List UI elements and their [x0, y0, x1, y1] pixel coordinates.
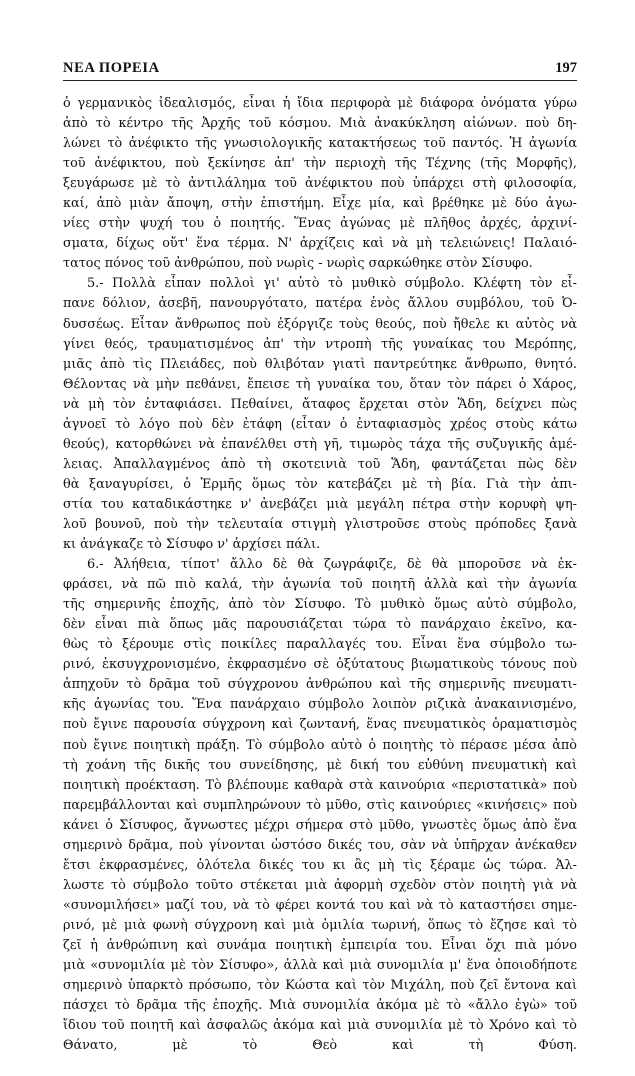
text-line: «συνομιλήσει» μαζί του, νὰ τὸ φέρει κοντά του καὶ νὰ τὸ καταστήσει σημε-: [63, 897, 577, 913]
text-line: ποὺ ἔγινε παρουσία σύγχρονη καὶ ζωντανή, ἕνας πνευματικὸς ὁραματισμὸς: [63, 717, 577, 733]
text-line: λώνει τὸ ἀνέφικτο τῆς γνωσιολογικῆς κατακτήσεως τοῦ παντός. Ἡ ἀγωνία: [63, 136, 577, 152]
text-line: ἀγνοεῖ τὸ λόγο ποὺ δὲν ἐτάφη (εἶταν ὁ ἐνταφιασμὸς χρέος στοὺς κάτω: [63, 416, 577, 432]
text-line: θεούς), κατορθώνει νὰ ἐπανέλθει στὴ γῆ, τιμωρὸς τάχα τῆς συζυγικῆς ἀμέ-: [63, 436, 577, 452]
text-line: τὴ χοάνη τῆς δικῆς του συνείδησης, μὲ δική του εὐθύνη πνευματικὴ καὶ: [63, 757, 577, 773]
text-line: [63, 1056, 577, 1076]
text-line: στία του καταδικάστηκε ν' ἀνεβάζει μιὰ μεγάλη πέτρα στὴν κορυφὴ ψη-: [63, 496, 577, 512]
text-line: νίες στὴν ψυχή του ὁ ποιητής. Ἕνας ἀγώνας μὲ πλῆθος ἀρχές, ἀρχινί-: [63, 216, 577, 232]
text-line: ἴδιου τοῦ ποιητῆ καὶ ἀσφαλῶς ἀκόμα καὶ μιὰ συνομιλία μὲ τὸ Χρόνο καὶ τὸ: [63, 1018, 577, 1034]
body-text: [63, 94, 577, 1076]
text-line: τατος πόνος τοῦ ἀνθρώπου, ποὺ νωρὶς - νωρὶς σαρκώθηκε στὸν Σίσυφο.: [63, 256, 533, 272]
text-line: δὲν εἶναι πιὰ ὅπως μᾶς παρουσιάζεται τώρα τὸ πανάρχαιο ἐκεῖνο, κα-: [63, 617, 577, 633]
text-line: τοῦ ἀνέφικτου, ποὺ ξεκίνησε ἀπ' τὴν περιοχὴ τῆς Τέχνης (τῆς Μορφῆς),: [63, 156, 577, 172]
text-line: Θέλοντας νὰ μὴν πεθάνει, ἔπεισε τὴ γυναίκα του, ὅταν τὸν πάρει ὁ Χάρος,: [63, 376, 577, 392]
text-line: δυσσέως. Εἶταν ἄνθρωπος ποὺ ἐξόργιζε τοὺς θεούς, ποὺ ἤθελε κι αὐτὸς νὰ: [63, 316, 577, 332]
text-line: σημερινὸ ὑπαρκτὸ πρόσωπο, τὸν Κώστα καὶ τὸν Μιχάλη, ποὺ ζεῖ ἔντονα καὶ: [63, 978, 577, 994]
text-line: σημερινὸ δρᾶμα, ποὺ γίνονται ὡστόσο δικές του, σὰν νὰ ὑπῆρχαν ἀνέκαθεν: [63, 837, 577, 853]
text-line: μιᾶς ἀπὸ τὶς Πλειάδες, ποὺ θλιβόταν γιατὶ παντρεύτηκε ἄνθρωπο, θνητό.: [63, 356, 577, 372]
text-line: τῆς σημερινῆς ἐποχῆς, ἀπὸ τὸν Σίσυφο. Τὸ μυθικὸ ὅμως αὐτὸ σύμβολο,: [63, 597, 577, 613]
text-line: ρινό, ἐκσυγχρονισμένο, ἐκφρασμένο σὲ ὀξύτατους βιωματικοὺς τόνους ποὺ: [63, 657, 577, 673]
text-line: μιὰ «συνομιλία μὲ τὸν Σίσυφο», ἀλλὰ καὶ μιὰ συνομιλία μ' ἕνα ὁποιοδήποτε: [63, 958, 577, 974]
text-line: λοῦ βουνοῦ, ποὺ τὴν τελευταία στιγμὴ γλιστροῦσε στοὺς πρόποδες ξανὰ: [63, 516, 577, 532]
text-line: σματα, δίχως οὔτ' ἕνα τέρμα. Ν' ἀρχίζεις καὶ νὰ μὴ τελειώνεις! Παλαιό-: [63, 236, 577, 252]
text-line: θὰ ξαναγυρίσει, ὁ Ἑρμῆς ὅμως τὸν κατεβάζει μὲ τὴ βία. Γιὰ τὴν ἀπι-: [63, 476, 577, 492]
text-line: 6.- Ἀλήθεια, τίποτ' ἄλλο δὲ θὰ ζωγράφιζε, δὲ θὰ μποροῦσε νὰ ἐκ-: [87, 557, 577, 573]
text-line: ἀπὸ τὸ κέντρο τῆς Ἀρχῆς τοῦ κόσμου. Μιὰ ἀνακύκληση αἰώνων. ποὺ δη-: [63, 116, 577, 132]
text-line: λειας. Ἀπαλλαγμένος ἀπὸ τὴ σκοτεινιὰ τοῦ Ἅδη, φαντάζεται πὼς δὲν: [63, 456, 577, 472]
text-line: πάσχει τὸ δρᾶμα τῆς ἐποχῆς. Μιὰ συνομιλία ἀκόμα μὲ τὸ «ἄλλο ἐγὼ» τοῦ: [63, 998, 577, 1014]
text-line: ρινό, μὲ μιὰ φωνὴ σύγχρονη καὶ μιὰ ὁμιλία τωρινή, ὅπως τὸ ἔζησε καὶ τὸ: [63, 917, 577, 933]
text-line: πανε δόλιον, ἀσεβῆ, πανουργότατο, πατέρα ἑνὸς ἄλλου συμβόλου, τοῦ Ὀ-: [63, 296, 577, 312]
running-header: [63, 58, 577, 81]
text-line: κι ἀνάγκαζε τὸ Σίσυφο ν' ἀρχίσει πάλι.: [63, 537, 321, 553]
text-line: 5.- Πολλὰ εἶπαν πολλοὶ γι' αὐτὸ τὸ μυθικὸ σύμβολο. Κλέφτη τὸν εἶ-: [87, 276, 577, 292]
text-line: ὁ γερμανικὸς ἰδεαλισμός, εἶναι ἡ ἴδια περιφορὰ μὲ διάφορα ὀνόματα γύρω: [63, 96, 577, 111]
text-line: καί, ἀπὸ μιὰν ἄποψη, στὴν ἐπιστήμη. Εἶχε μία, καὶ βρέθηκε μὲ δύο ἀγω-: [63, 196, 577, 212]
text-line: κάνει ὁ Σίσυφος, ἄγνωστες μέχρι σήμερα στὸ μῦθο, γνωστὲς ὅμως ἀπὸ ἕνα: [63, 817, 577, 833]
text-line: φράσει, νὰ πῶ πιὸ καλά, τὴν ἀγωνία τοῦ ποιητῆ ἀλλὰ καὶ τὴν ἀγωνία: [63, 577, 577, 593]
text-line: λωστε τὸ σύμβολο τοῦτο στέκεται μιὰ ἀφορμὴ σχεδὸν στὸν ποιητὴ γιὰ νὰ: [63, 877, 577, 893]
text-line: ζεῖ ἡ ἀνθρώπινη καὶ συνάμα ποιητικὴ ἐμπειρία του. Εἶναι ὄχι πιὰ μόνο: [63, 937, 577, 953]
text-line: παρεμβάλλονται καὶ συμπληρώνουν τὸ μῦθο, στὶς καινούριες «κινήσεις» ποὺ: [63, 797, 577, 813]
page-number: 197: [555, 60, 577, 76]
text-line: Θάνατο, μὲ τὸ Θεὸ καὶ τὴ Φύση.: [63, 1038, 577, 1054]
text-line: γίνει θεός, τραυματισμένος ἀπ' τὴν ντροπὴ τῆς γυναίκας του Μερόπης,: [63, 336, 577, 352]
journal-title: ΝΕΑ ΠΟΡΕΙΑ: [63, 60, 160, 76]
text-line: ἔτσι ἐκφρασμένες, ὁλότελα δικές του κι ἂς μὴ τὶς ξέραμε ὡς τώρα. Ἀλ-: [63, 857, 577, 873]
text-line: θὼς τὸ ξέρουμε στὶς ποικίλες παραλλαγές του. Εἶναι ἕνα σύμβολο τω-: [63, 637, 577, 653]
text-line: κῆς ἀγωνίας του. Ἕνα πανάρχαιο σύμβολο λοιπὸν ριζικὰ ἀνακαινισμένο,: [63, 697, 577, 713]
text-line: ἀπηχοῦν τὸ δρᾶμα τοῦ σύγχρονου ἀνθρώπου καὶ τῆς σημερινῆς πνευματι-: [63, 677, 577, 693]
text-line: νὰ μὴ τὸν ἐνταφιάσει. Πεθαίνει, ἄταφος ἔρχεται στὸν Ἅδη, δείχνει πὼς: [63, 396, 577, 412]
text-line: ποιητικὴ προέκταση. Τὸ βλέπουμε καθαρὰ στὰ καινούρια «περιστατικὰ» ποὺ: [63, 777, 577, 793]
text-line: ξευγάρωσε μὲ τὸ ἀντιλάλημα τοῦ ἀνέφικτου ποὺ ὑπάρχει στὴ φιλοσοφία,: [63, 176, 577, 192]
text-line: ποὺ ἔγινε ποιητικὴ πράξη. Τὸ σύμβολο αὐτὸ ὁ ποιητὴς τὸ πέρασε μέσα ἀπὸ: [63, 737, 577, 753]
